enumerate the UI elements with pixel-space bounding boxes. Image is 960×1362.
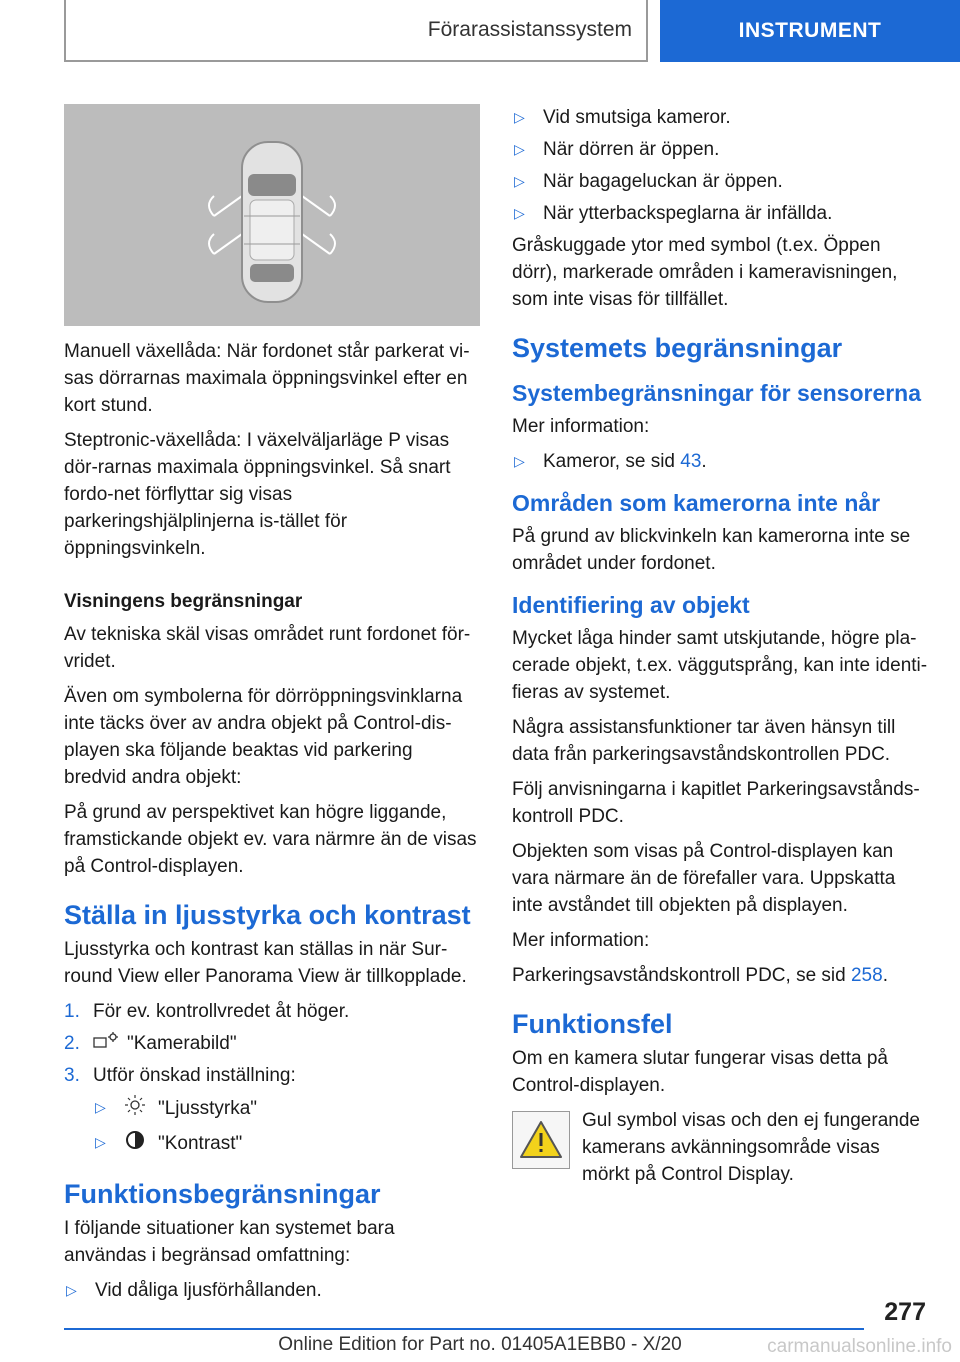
paragraph: Några assistansfunktioner tar även hänsyn till data från parkeringsavståndskontrollen PDC. [512, 717, 896, 765]
car-top-view-icon [64, 104, 480, 326]
footer-divider [64, 1328, 864, 1330]
page-number: 277 [884, 1298, 926, 1326]
paragraph: Manuell växellåda: När fordonet står parkerat vi-sas dörrarnas maximala öppningsvinkel efter en kort stund. [64, 341, 470, 416]
paragraph: Ljusstyrka och kontrast kan ställas in när Sur-round View eller Panorama View är tillkopplade. [64, 939, 467, 987]
bullet-text: När ytterbackspeglarna är infällda. [543, 203, 833, 224]
warning-triangle-icon [512, 1111, 570, 1169]
list-item [512, 136, 928, 163]
heading-systemets-begransningar: Systemets begränsningar [512, 333, 843, 363]
triangle-bullet-icon: ▷ [514, 453, 525, 469]
step-text: För ev. kontrollvredet åt höger. [93, 1001, 350, 1022]
paragraph: Om en kamera slutar fungerar visas detta på Control-displayen. [512, 1048, 888, 1096]
list-item [64, 1129, 480, 1159]
paragraph: Mer information: [512, 416, 650, 437]
heading-stalla-in: Ställa in ljusstyrka och kontrast [64, 900, 471, 930]
step-number: 1. [64, 1001, 80, 1022]
triangle-bullet-icon: ▷ [514, 205, 525, 221]
triangle-bullet-icon: ▷ [95, 1099, 106, 1116]
substep-text: "Ljusstyrka" [158, 1098, 258, 1120]
step-number: 2. [64, 1033, 80, 1054]
bullet-text: Vid smutsiga kameror. [543, 107, 731, 128]
header-section-title: Förarassistanssystem [64, 0, 648, 62]
list-item [512, 168, 928, 195]
brightness-icon [124, 1094, 150, 1124]
list-item [64, 998, 480, 1025]
heading-identifiering: Identifiering av objekt [512, 592, 750, 618]
paragraph: Objekten som visas på Control-displayen kan vara närmare än de förefaller vara. Uppskatta inte avståndet till objekten på displayen. [512, 841, 896, 916]
warning-note [512, 1107, 928, 1188]
triangle-bullet-icon: ▷ [95, 1134, 106, 1151]
page-link-43[interactable]: 43 [680, 451, 702, 472]
triangle-bullet-icon: ▷ [66, 1282, 77, 1299]
bullet-text: Vid dåliga ljusförhållanden. [95, 1280, 322, 1302]
step-text: Utför önskad inställning: [93, 1065, 296, 1087]
heading-funktionsfel: Funktionsfel [512, 1009, 673, 1039]
paragraph: Steptronic-växellåda: I växelväljarläge P visas dör-rarnas maximala öppningsvinkel. Så snart fordo-net förflyttar sig visas parkeringshjälplinjerna is-tället för öppningsvinkeln. [64, 430, 451, 559]
bullet-text: Kameror, se sid [543, 451, 681, 472]
footer-edition: Online Edition for Part no. 01405A1EBB0 - X/20 [278, 1334, 682, 1355]
paragraph: På grund av blickvinkeln kan kamerorna inte se området under fordonet. [512, 526, 911, 574]
paragraph: Även om symbolerna för dörröppningsvinklarna inte täcks över av andra objekt på Control-dis-playen ska följande beaktas vid parkering bredvid andra objekt: [64, 686, 463, 788]
heading-funktionsbegransningar: Funktionsbegränsningar [64, 1179, 381, 1210]
list-item [512, 200, 928, 227]
paragraph: Gråskuggade ytor med symbol (t.ex. Öppen dörr), markerade områden i kameravisningen, som inte visas för tillfället. [512, 235, 898, 310]
bullet-text: När bagageluckan är öppen. [543, 171, 783, 192]
right-column [512, 104, 928, 1188]
heading-sensorer: Systembegränsningar för sensorerna [512, 380, 922, 406]
watermark: carmanualsonline.info [767, 1336, 952, 1357]
header-chapter-tab[interactable]: INSTRUMENT [660, 0, 960, 62]
heading-visningens-begransningar: Visningens begränsningar [64, 591, 303, 612]
paragraph: Av tekniska skäl visas området runt fordonet för-vridet. [64, 624, 471, 672]
heading-omraden: Områden som kamerorna inte når [512, 490, 881, 516]
triangle-bullet-icon: ▷ [514, 173, 525, 189]
paragraph: I följande situationer kan systemet bara användas i begränsad omfattning: [64, 1218, 395, 1267]
list-item [512, 104, 928, 131]
step-text: "Kamerabild" [127, 1033, 237, 1054]
step-number: 3. [64, 1065, 80, 1087]
list-item [64, 1094, 480, 1124]
paragraph: Följ anvisningarna i kapitlet Parkeringsavstånds-kontroll PDC. [512, 779, 920, 827]
paragraph: Mycket låga hinder samt utskjutande, högre pla-cerade objekt, t.ex. väggutsprång, kan inte identi-fieras av systemet. [512, 628, 928, 703]
reference-text: Parkeringsavståndskontroll PDC, se sid [512, 965, 851, 986]
paragraph: Parkeringsavståndskontroll PDC, se sid 258. [512, 965, 888, 986]
list-item [64, 1062, 480, 1089]
paragraph: Mer information: [512, 930, 650, 951]
list-item: ▷ Kameror, se sid 43. [512, 448, 928, 475]
page-link-258[interactable]: 258 [850, 965, 883, 986]
camera-settings-icon [93, 1030, 119, 1057]
left-column [64, 104, 480, 1309]
list-item [64, 1277, 480, 1304]
triangle-bullet-icon: ▷ [514, 109, 525, 125]
warning-text: Gul symbol visas och den ej fungerande kamerans avkänningsområde visas mörkt på Control Display. [582, 1110, 920, 1185]
door-opening-illustration [64, 104, 480, 326]
triangle-bullet-icon: ▷ [514, 141, 525, 157]
list-item [64, 1030, 480, 1057]
contrast-icon [124, 1129, 150, 1159]
paragraph: På grund av perspektivet kan högre liggande, framstickande objekt ev. vara närmre än de visas på Control-displayen. [64, 802, 477, 877]
substep-text: "Kontrast" [158, 1133, 243, 1155]
bullet-text: När dörren är öppen. [543, 139, 720, 160]
